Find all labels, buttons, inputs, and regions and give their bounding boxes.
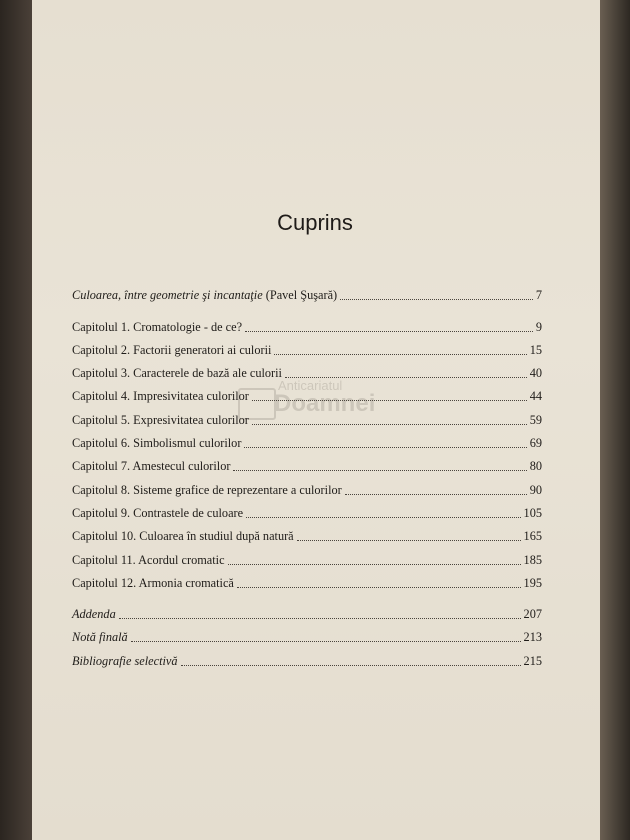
toc-page-number: 9 <box>535 319 542 334</box>
toc-page-number: 69 <box>529 436 542 451</box>
toc-back-entry <box>72 599 542 622</box>
toc-page-number: 59 <box>529 412 542 427</box>
toc-leader-dots <box>228 563 521 565</box>
toc-entry-label: Capitolul 11. Acordul cromatic <box>72 552 225 567</box>
toc-entry <box>72 474 542 497</box>
toc-entry <box>72 568 542 591</box>
toc-back-entry <box>72 645 542 668</box>
toc-page-number: 15 <box>529 342 542 357</box>
toc-page-number: 44 <box>529 389 542 404</box>
toc-leader-dots <box>237 586 521 588</box>
toc-leader-dots <box>246 516 520 518</box>
toc-entry-label: Capitolul 4. Impresivitatea culorilor <box>72 389 249 404</box>
toc-entry <box>72 451 542 474</box>
toc-entry-label: Capitolul 8. Sisteme grafice de reprezentare a culorilor <box>72 482 342 497</box>
watermark-top-text: Anticariatul <box>278 378 343 393</box>
toc-leader-dots <box>131 640 521 642</box>
toc-entry <box>72 358 542 381</box>
table-of-contents <box>72 280 542 669</box>
toc-page-number: 105 <box>523 505 542 520</box>
toc-leader-dots <box>181 664 521 666</box>
toc-entry-label: Capitolul 7. Amestecul culorilor <box>72 459 231 474</box>
toc-entry-intro <box>72 280 542 303</box>
toc-page-number: 40 <box>529 366 542 381</box>
toc-entry-label: Capitolul 12. Armonia cromatică <box>72 575 234 590</box>
toc-page-number: 185 <box>523 552 542 567</box>
book-gutter <box>0 0 32 840</box>
toc-entry-label: Capitolul 10. Culoarea în studiul după natură <box>72 529 294 544</box>
toc-entry <box>72 311 542 334</box>
toc-entry <box>72 521 542 544</box>
toc-entry-label: Addenda <box>72 607 116 622</box>
toc-entry <box>72 404 542 427</box>
toc-leader-dots <box>119 617 521 619</box>
toc-entry-label: Capitolul 2. Factorii generatori ai culorii <box>72 342 272 357</box>
toc-page-number: 165 <box>523 529 542 544</box>
toc-entry <box>72 381 542 404</box>
page-title: Cuprins <box>277 210 353 235</box>
toc-entry-label: Capitolul 3. Caracterele de bază ale culorii <box>72 366 282 381</box>
toc-page-number: 90 <box>529 482 542 497</box>
toc-entry <box>72 428 542 451</box>
toc-leader-dots <box>297 539 521 541</box>
toc-entry-label: Capitolul 1. Cromatologie - de ce? <box>72 319 243 334</box>
page-edge <box>600 0 630 840</box>
toc-entry-label: (Pavel Şuşară) <box>262 288 338 303</box>
toc-entry <box>72 498 542 521</box>
toc-leader-dots <box>244 446 526 448</box>
toc-entry-label: Capitolul 5. Expresivitatea culorilor <box>72 412 249 427</box>
toc-entry-label: Bibliografie selectivă <box>72 653 178 668</box>
toc-leader-dots <box>245 330 533 332</box>
toc-page-number: 213 <box>523 630 542 645</box>
toc-page-number: 207 <box>523 607 542 622</box>
toc-entry <box>72 335 542 358</box>
toc-page-number: 215 <box>523 653 542 668</box>
toc-entry-italic-title: Culoarea, între geometrie şi incantaţie <box>72 288 263 303</box>
toc-back-entry <box>72 622 542 645</box>
toc-page-number: 195 <box>523 575 542 590</box>
toc-entry-label: Capitolul 9. Contrastele de culoare <box>72 505 244 520</box>
toc-entry-label: Capitolul 6. Simbolismul culorilor <box>72 436 242 451</box>
toc-page-number: 80 <box>529 459 542 474</box>
toc-leader-dots <box>233 469 526 471</box>
watermark-bottom-text: Doamnei <box>274 390 376 417</box>
toc-leader-dots <box>285 376 527 378</box>
toc-page-number: 7 <box>535 288 542 303</box>
toc-leader-dots <box>345 493 527 495</box>
toc-leader-dots <box>340 298 533 300</box>
toc-leader-dots <box>274 353 526 355</box>
toc-entry <box>72 544 542 567</box>
toc-leader-dots <box>252 423 527 425</box>
toc-leader-dots <box>252 399 527 401</box>
toc-entry-label: Notă finală <box>72 630 128 645</box>
